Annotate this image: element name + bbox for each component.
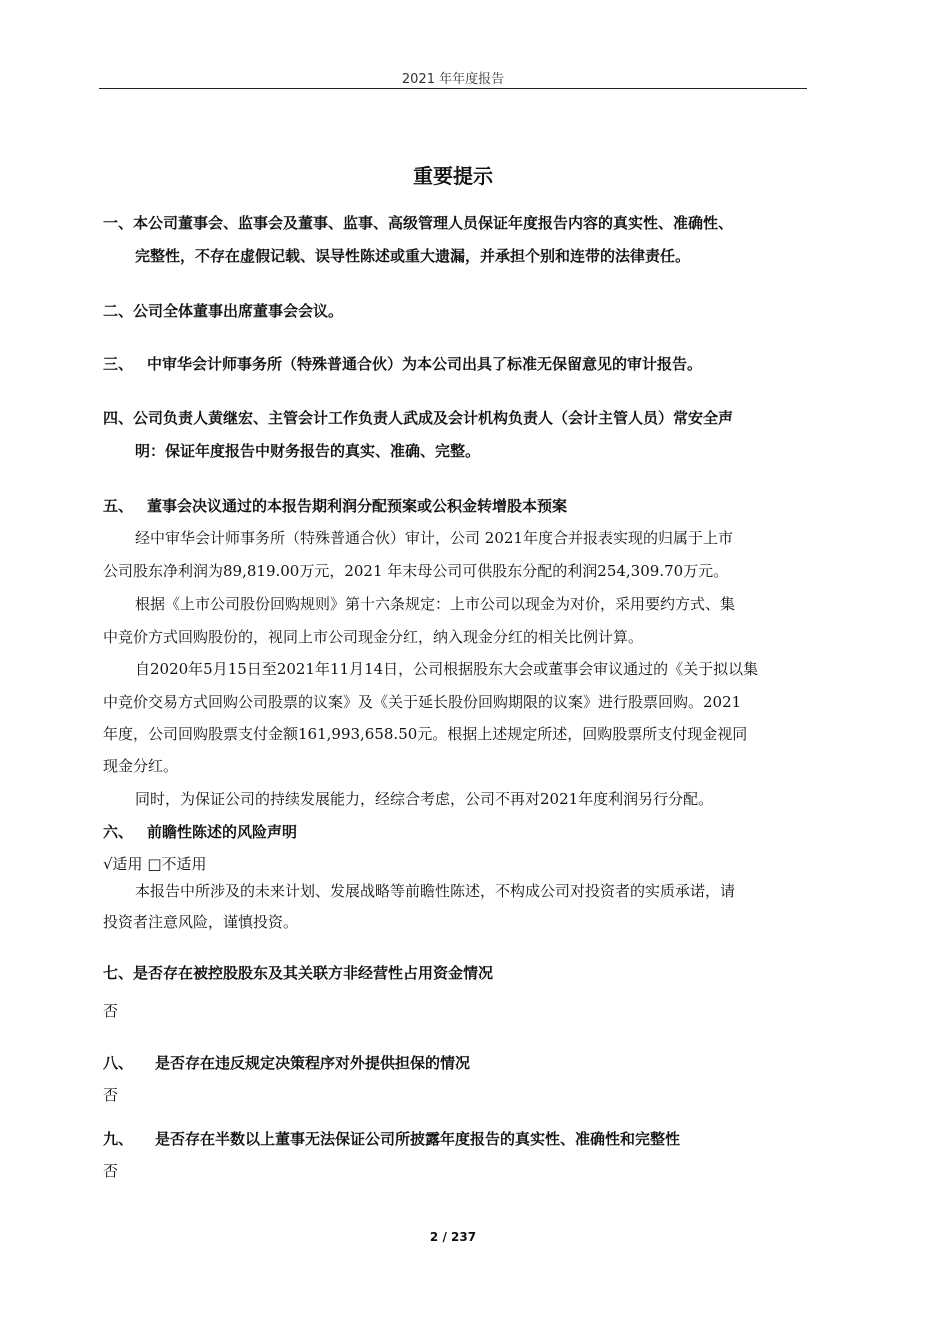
item-6-para-b: 投资者注意风险，谨慎投资。: [103, 913, 299, 931]
item-5-para-1a: 经中审华会计师事务所（特殊普通合伙）审计，公司 2021年度合并报表实现的归属于上市: [135, 529, 733, 547]
item-4-line-1: [103, 407, 733, 428]
item-2-number: 二、: [103, 302, 134, 320]
item-8-answer: 否: [103, 1086, 119, 1104]
item-8-heading: [103, 1052, 470, 1073]
item-5-para-2a: 根据《上市公司股份回购规则》第十六条规定：上市公司以现金为对价，采用要约方式、集: [135, 595, 736, 613]
item-5-para-1b: 公司股东净利润为89,819.00万元，2021 年末母公司可供股东分配的利润254,309.70万元。: [103, 562, 729, 580]
item-5-para-3d: 现金分红。: [103, 757, 179, 775]
item-9-heading: [103, 1128, 680, 1149]
item-9-answer: 否: [103, 1162, 119, 1180]
item-7-heading: [103, 962, 493, 983]
item-8-number: 八、: [103, 1054, 134, 1072]
item-4-text: 公司负责人黄继宏、主管会计工作负责人武成及会计机构负责人（会计主管人员）常安全声: [133, 409, 734, 427]
item-7-heading-text: 是否存在被控股股东及其关联方非经营性占用资金情况: [133, 964, 494, 982]
item-5-para-3b: 中竞价交易方式回购公司股票的议案》及《关于延长股份回购期限的议案》进行股票回购。2021: [103, 693, 742, 711]
item-1-line-2: 完整性，不存在虚假记载、误导性陈述或重大遗漏，并承担个别和连带的法律责任。: [135, 247, 691, 265]
item-3: [103, 353, 702, 374]
item-5-heading-text: 董事会决议通过的本报告期利润分配预案或公积金转增股本预案: [147, 497, 568, 515]
item-8-heading-text: 是否存在违反规定决策程序对外提供担保的情况: [155, 1054, 471, 1072]
item-1-text: 本公司董事会、监事会及董事、监事、高级管理人员保证年度报告内容的真实性、准确性、: [133, 214, 734, 232]
item-1-number: 一、: [103, 214, 134, 232]
item-5-number: 五、: [103, 497, 134, 515]
item-5-para-3a: 自2020年5月15日至2021年11月14日，公司根据股东大会或董事会审议通过的《关于拟以集: [135, 660, 759, 678]
item-3-text: 中审华会计师事务所（特殊普通合伙）为本公司出具了标准无保留意见的审计报告。: [147, 355, 703, 373]
item-3-number: 三、: [103, 355, 134, 373]
item-6-options: √适用 □不适用: [103, 855, 207, 873]
running-header: 2021 年年度报告: [401, 72, 505, 87]
item-2-text: 公司全体董事出席董事会会议。: [133, 302, 344, 320]
item-5-heading: [103, 495, 567, 516]
item-4-line-2: 明：保证年度报告中财务报告的真实、准确、完整。: [135, 442, 481, 460]
page-title: 重要提示: [413, 164, 493, 188]
item-9-heading-text: 是否存在半数以上董事无法保证公司所披露年度报告的真实性、准确性和完整性: [155, 1130, 681, 1148]
item-6-number: 六、: [103, 823, 134, 841]
item-6-heading: [103, 821, 297, 842]
item-5-para-4: 同时，为保证公司的持续发展能力，经综合考虑，公司不再对2021年度利润另行分配。: [135, 790, 714, 808]
item-6-heading-text: 前瞻性陈述的风险声明: [147, 823, 298, 841]
item-6-para-a: 本报告中所涉及的未来计划、发展战略等前瞻性陈述，不构成公司对投资者的实质承诺，请: [135, 882, 736, 900]
item-5-para-2b: 中竞价方式回购股份的，视同上市公司现金分红，纳入现金分红的相关比例计算。: [103, 628, 644, 646]
item-7-answer: 否: [103, 1002, 119, 1020]
item-2: [103, 300, 343, 321]
item-4-number: 四、: [103, 409, 134, 427]
item-1-line-1: [103, 212, 733, 233]
header-rule: [99, 88, 807, 89]
page-number: 2 / 237: [429, 1230, 477, 1244]
item-5-para-3c: 年度，公司回购股票支付金额161,993,658.50元。根据上述规定所述，回购股票所支付现金视同: [103, 725, 748, 743]
item-7-number: 七、: [103, 964, 134, 982]
item-9-number: 九、: [103, 1130, 134, 1148]
